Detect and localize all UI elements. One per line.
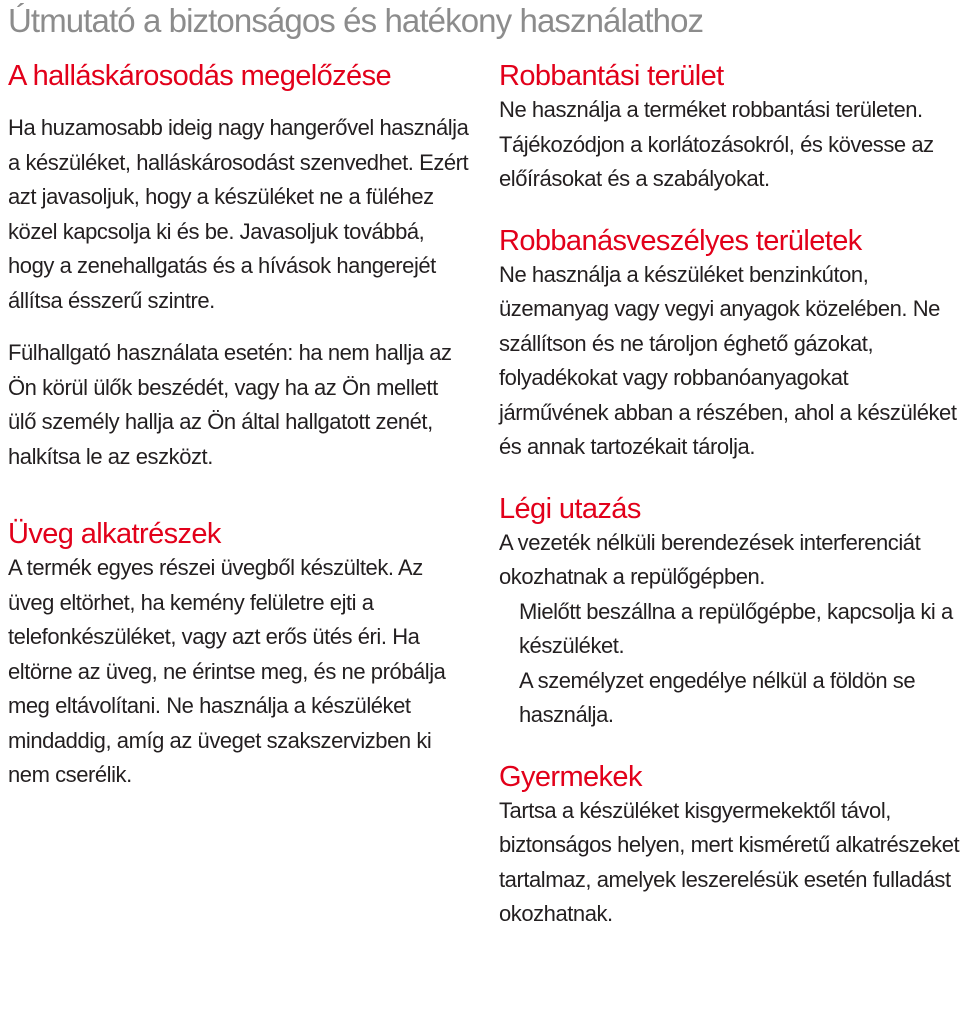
explosive-paragraph: Ne használja a készüléket benzinkúton, üzemanyag vagy vegyi anyagok közelében. Ne szállítson és ne tároljon éghető gázokat, folyadékokat vagy robbanóanyagokat járművének abban a részében, ahol a készüléket és annak tartozékait tárolja. — [499, 261, 957, 459]
air-travel-item-1: Mielőtt beszállna a repülőgépbe, kapcsolja ki a készüléket. — [519, 598, 953, 658]
spacer — [499, 465, 960, 493]
blasting-paragraph: Ne használja a terméket robbantási területen. Tájékozódjon a korlátozásokról, és kövesse az előírásokat és a szabályokat. — [499, 97, 934, 191]
spacer — [8, 474, 470, 518]
spacer — [499, 733, 960, 761]
left-column — [8, 60, 470, 793]
section-heading-children: Gyermekek — [499, 760, 642, 793]
right-column — [499, 60, 960, 932]
spacer — [8, 318, 470, 336]
children-paragraph: Tartsa a készüléket kisgyermekektől távol, biztonságos helyen, mert kisméretű alkatrészeket tartalmaz, amelyek leszerelésük esetén fulladást okozhatnak. — [499, 797, 960, 926]
section-heading-air-travel: Légi utazás — [499, 492, 641, 525]
section-heading-hearing: A halláskárosodás megelőzése — [8, 60, 391, 92]
spacer — [499, 197, 960, 225]
spacer — [8, 93, 470, 111]
hearing-paragraph-2: Fülhallgató használata esetén: ha nem hallja az Ön körül ülők beszédét, vagy ha az Ön mellett ülő személy hallja az Ön által hallgatott zenét, halkítsa le az eszközt. — [8, 340, 452, 469]
hearing-paragraph-1: Ha huzamosabb ideig nagy hangerővel használja a készüléket, halláskárosodást szenvedhet. Ezért azt javasoljuk, hogy a készüléket ne a füléhez közel kapcsolja ki és be. Javasoljuk továbbá, hogy a zenehallgatás és a hívások hangerejét állítsa ésszerű szintre. — [8, 115, 469, 313]
section-heading-glass: Üveg alkatrészek — [8, 518, 221, 550]
air-travel-item-2: A személyzet engedélye nélkül a földön se használja. — [519, 667, 916, 727]
air-travel-paragraph: A vezeték nélküli berendezések interferenciát okozhatnak a repülőgépben. — [499, 529, 921, 589]
section-heading-blasting: Robbantási terület — [499, 60, 724, 92]
section-heading-explosive: Robbanásveszélyes területek — [499, 224, 862, 257]
page-title: Útmutató a biztonságos és hatékony használathoz — [8, 2, 704, 39]
glass-paragraph: A termék egyes részei üvegből készültek. Az üveg eltörhet, ha kemény felületre ejti a telefonkészüléket, vagy azt erős ütés éri. Ha eltörne az üveg, ne érintse meg, és ne próbálja meg eltávolítani. Ne használja a készüléket mindaddig, amíg az üveget szakszervizben ki nem cserélik. — [8, 555, 446, 787]
